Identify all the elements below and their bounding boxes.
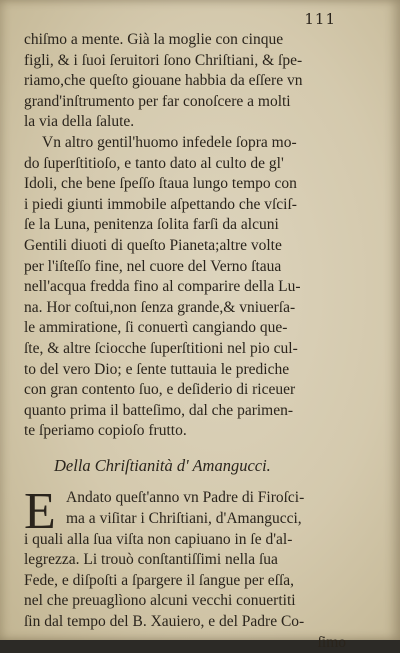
text-line: Vn altro gentil'huomo infedele ſopra mo- <box>42 133 297 151</box>
catchword: ſimo <box>317 633 346 651</box>
text-line: nel che preuaglìono alcuni vecchi conuertiti <box>24 592 296 610</box>
text-line: grand'inſtrumento per far conoſcere a molti <box>24 92 291 110</box>
text-line: Idoli, che bene ſpeſſo ſtaua lungo tempo con <box>24 175 297 193</box>
text-line: ſin dal tempo del B. Xauiero, e del Padre Co- <box>24 613 305 631</box>
text-line: ma a viſitar i Chriſtiani, d'Amangucci, <box>66 510 302 528</box>
text-line: chiſmo a mente. Già la moglie con cinque <box>24 31 284 48</box>
text-line: con gran contento ſuo, e deſiderio di riceuer <box>24 381 296 399</box>
text-line: ſe la Luna, penitenza ſolita farſi da alcuni <box>24 216 279 234</box>
page-text <box>24 30 354 653</box>
paragraph-1 <box>24 30 354 133</box>
text-line: te ſperiamo copioſo frutto. <box>24 422 187 440</box>
text-line: i piedi giunti immobile aſpettando che vſciſ- <box>24 195 297 213</box>
text-line: riamo,che queſto giouane habbia da eſſere vn <box>24 72 303 90</box>
text-line: Andato queſt'anno vn Padre di Firoſci- <box>66 489 305 507</box>
text-line: ſte, & altre ſciocche ſuperſtitioni nel pio cul- <box>24 339 298 357</box>
section-heading: Della Chriſtianità d' Amangucci. <box>54 455 271 475</box>
paragraph-2 <box>24 133 354 442</box>
text-line: Gentili diuoti di queſto Pianeta;altre volte <box>24 236 282 254</box>
text-line: na. Hor coſtui,non ſenza grande,& vniuerſa- <box>24 298 296 316</box>
text-line: Fede, e diſpoſti a ſpargere il ſangue per eſſa, <box>24 571 295 589</box>
text-line: nell'acqua fredda fino al comparire della Lu- <box>24 278 301 296</box>
text-line: do ſuperſtitioſo, e tanto dato al culto de gl' <box>24 154 284 172</box>
text-line: per l'iſteſſo fine, nel cuore del Verno ſtaua <box>24 257 282 275</box>
text-line: quanto prima il batteſimo, dal che parimen- <box>24 401 294 419</box>
text-line: i quali alla ſua viſta non capiuano in ſe d'al- <box>24 530 293 548</box>
text-line: figli, & i ſuoi ſeruitori ſono Chriſtiani, & ſpe- <box>24 51 303 69</box>
text-line: la via della ſalute. <box>24 113 135 131</box>
text-line: le ammiratione, ſi conuertì cangiando que- <box>24 319 288 337</box>
text-line: to del vero Dio; e ſente tuttauia le prediche <box>24 360 290 378</box>
paragraph-3 <box>24 483 354 632</box>
page-number: 111 <box>304 10 336 28</box>
text-line: legrezza. Li trouò conſtantiſſimi nella ſua <box>24 551 278 569</box>
drop-cap: E <box>24 483 56 541</box>
